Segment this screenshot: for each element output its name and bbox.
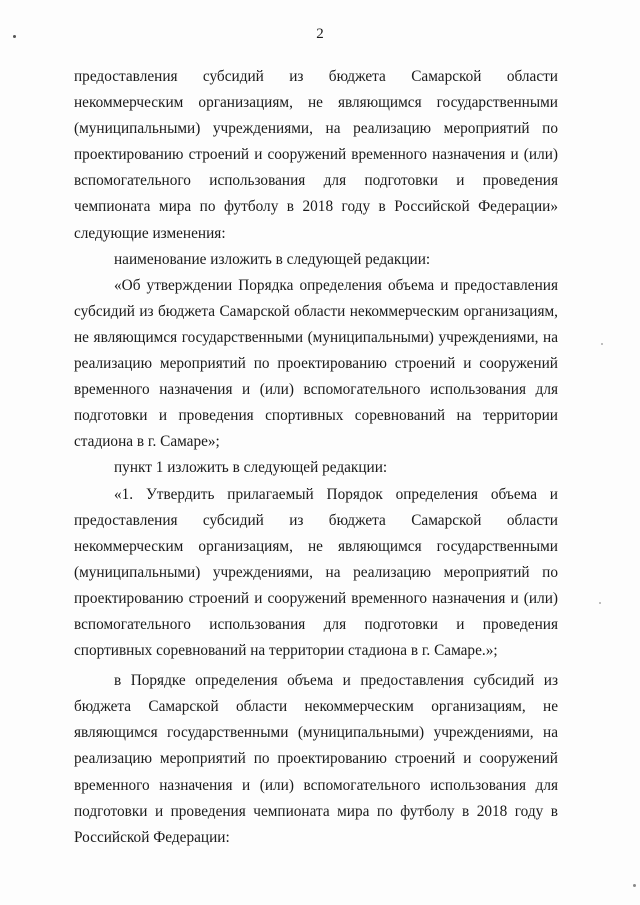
page-number: 2 xyxy=(316,26,324,42)
paragraph-point1-change: пункт 1 изложить в следующей редакции: xyxy=(114,459,388,477)
paragraph-name-change: наименование изложить в следующей редакции: xyxy=(114,250,431,268)
scan-speck xyxy=(633,884,636,887)
paragraph-point1-new: «1. Утвердить прилагаемый Порядок определения объема и предоставления субсидий из бюджета Самарской области некоммерческим организациям, не являющимся государственными (муниципальными) учреждениями, на реализацию мероприятий по проектированию строений и сооружений временного назначения и (или) вспомогательного использования для подготовки и проведения спортивных соревнований на территории стадиона в г. Самаре.»; xyxy=(74,485,558,660)
scan-speck xyxy=(601,343,603,345)
scan-speck xyxy=(13,35,16,38)
paragraph-procedure: в Порядке определения объема и предоставления субсидий из бюджета Самарской области некоммерческим организациям, не являющимся государственными (муниципальными) учреждениями, на реализацию мероприятий по проектированию строений и сооружений временного назначения и (или) вспомогательного использования для подготовки и проведения чемпионата мира по футболу в 2018 году в Российской Федерации: xyxy=(74,672,558,846)
paragraph-name-new: «Об утверждении Порядка определения объема и предоставления субсидий из бюджета Самарской области некоммерческим организациям, не являющимся государственными (муниципальными) учреждениями, на реализацию мероприятий по проектированию строений и сооружений временного назначения и (или) вспомогательного использования для подготовки и проведения спортивных соревнований на территории стадиона в г. Самаре»; xyxy=(74,276,558,451)
scan-speck xyxy=(599,602,601,604)
document-body xyxy=(74,64,558,851)
paragraph-intro: предоставления субсидий из бюджета Самарской области некоммерческим организациям, не являющимся государственными (муниципальными) учреждениями, на реализацию мероприятий по проектированию строений и сооружений временного назначения и (или) вспомогательного использования для подготовки и проведения чемпионата мира по футболу в 2018 году в Российской Федерации» следующие изменения: xyxy=(74,68,558,242)
